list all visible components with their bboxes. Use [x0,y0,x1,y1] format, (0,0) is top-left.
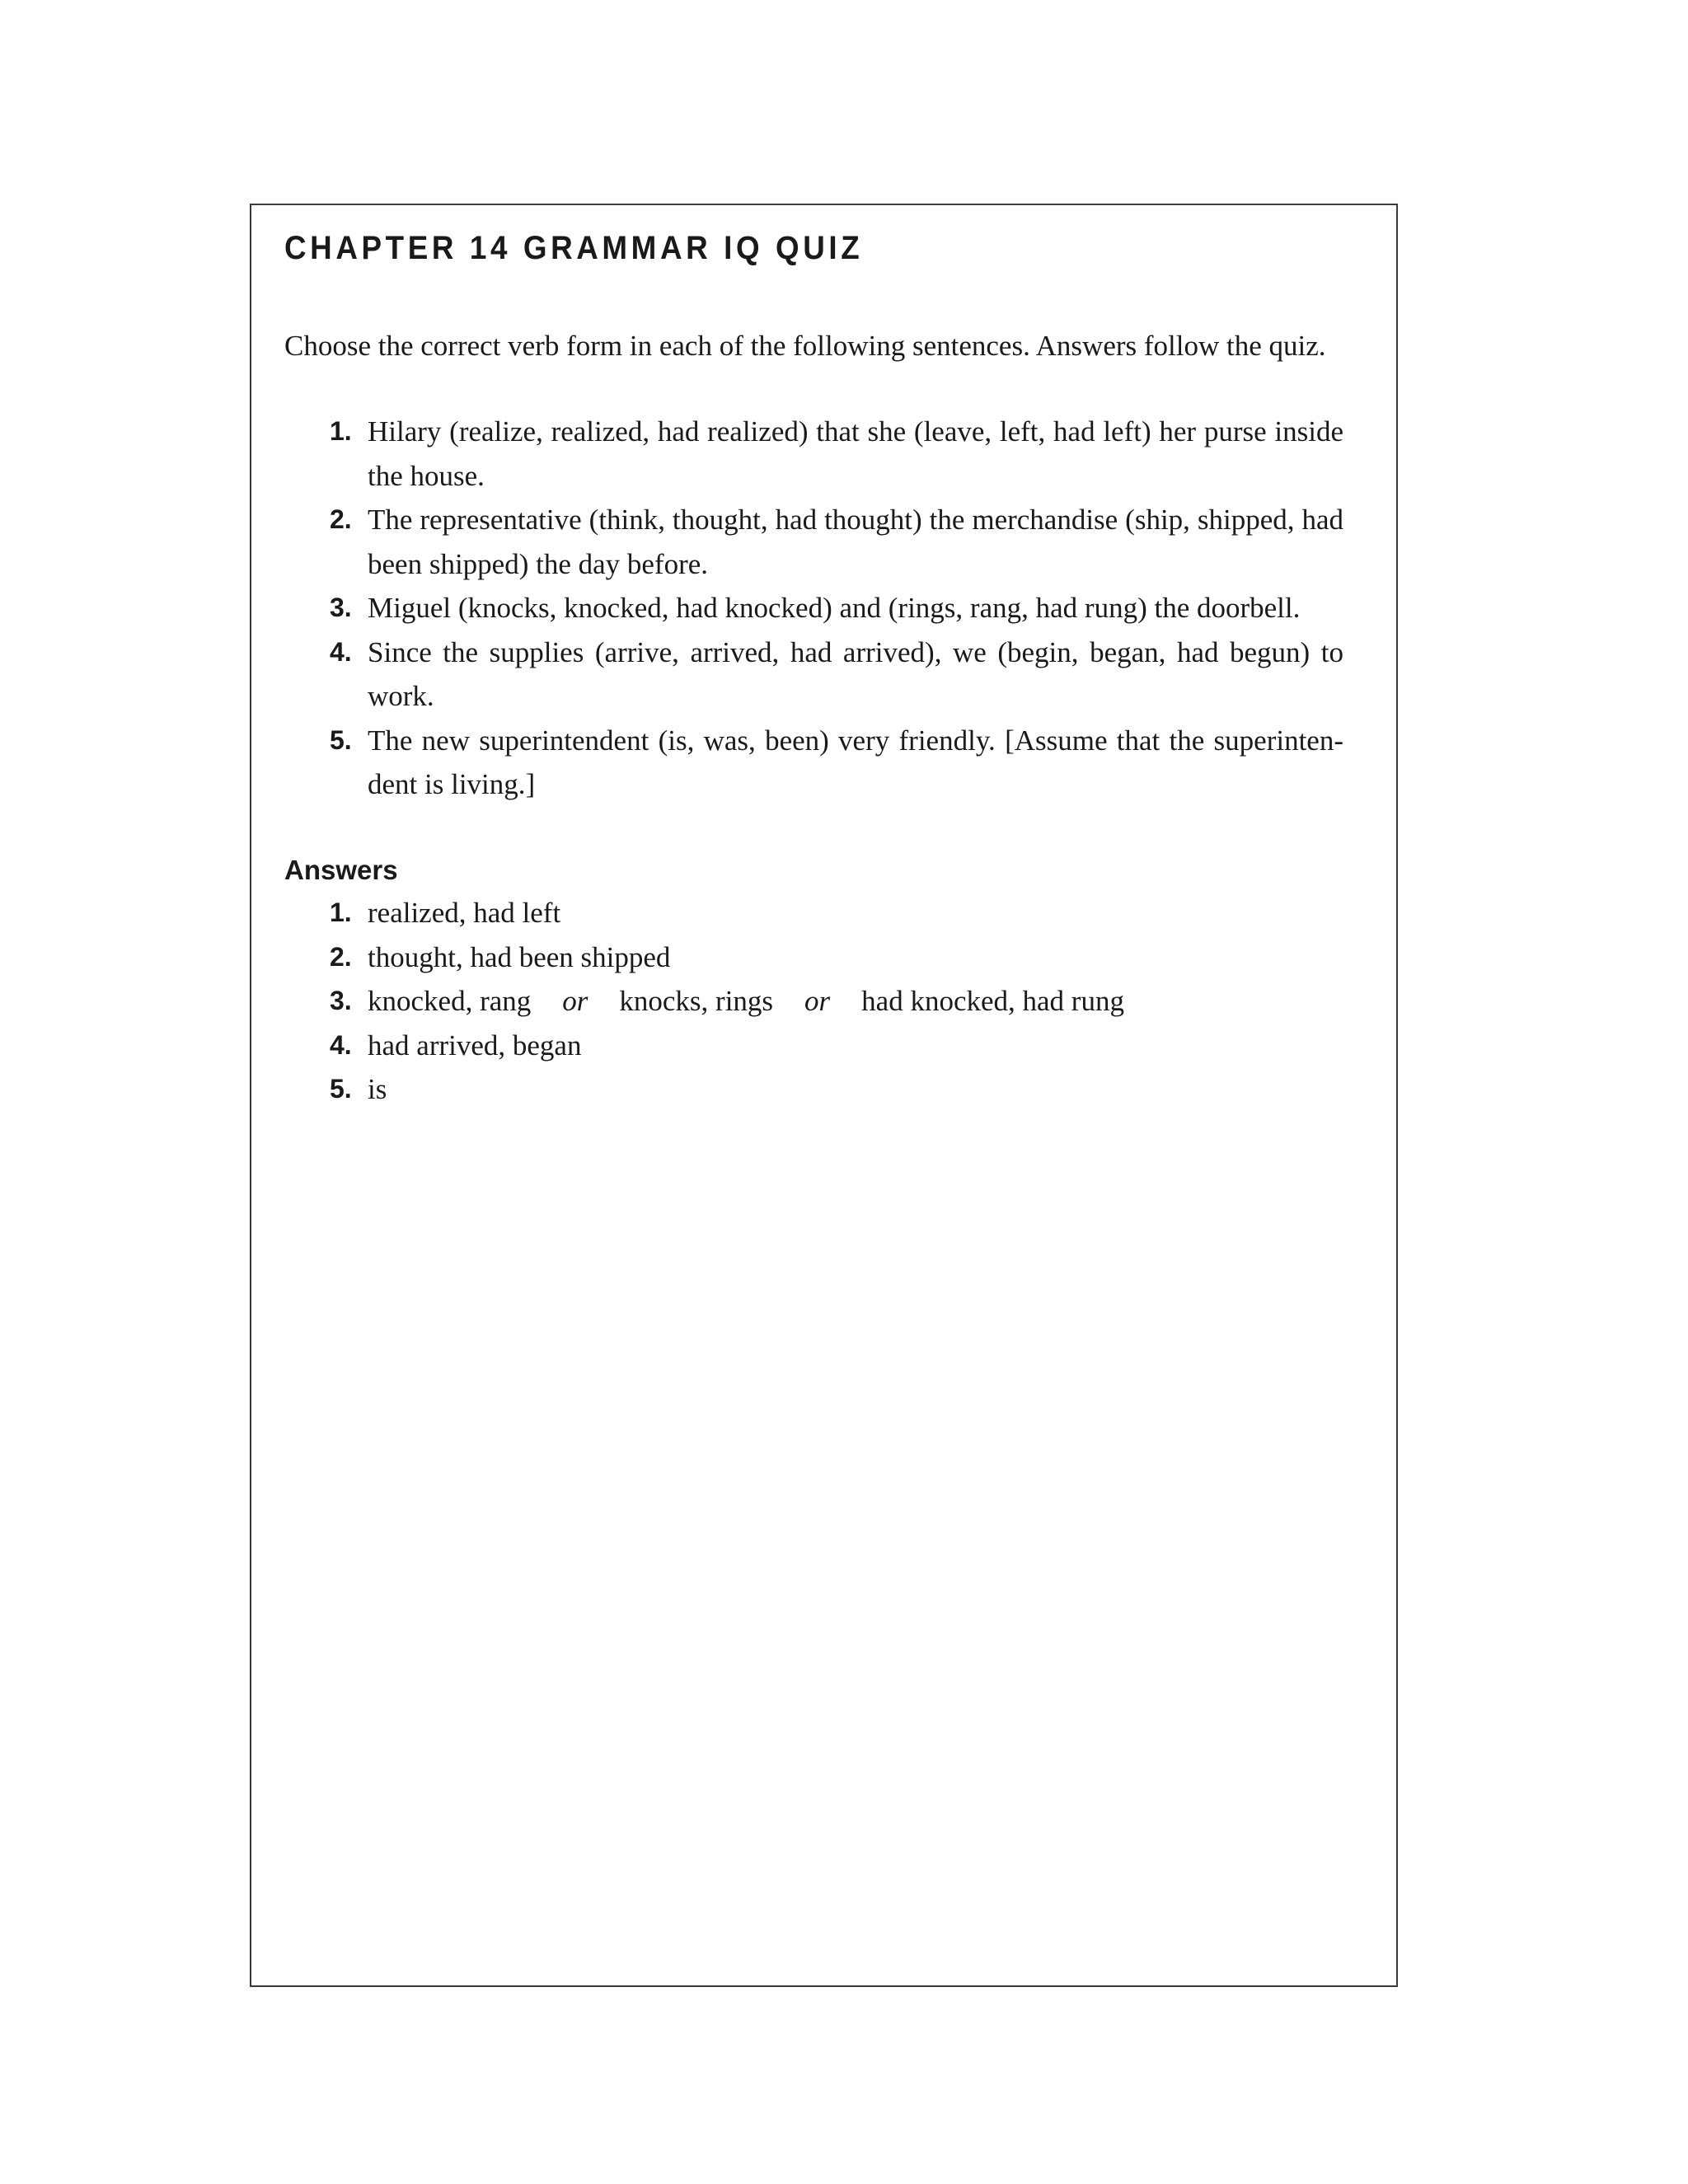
quiz-box [250,204,1398,1987]
question-number: 5. [330,724,352,755]
question-number: 2. [330,504,352,534]
answer-number: 3. [330,986,352,1015]
answer-item [330,1024,1343,1068]
question-text: Miguel (knocks, knocked, had knocked) and (rings, rang, had rung) the doorbell. [368,592,1301,624]
answer-number: 2. [330,941,352,972]
answer-item [330,935,1343,980]
quiz-instructions: Choose the correct verb form in each of the following sentences. Answers follow the quiz. [284,330,1326,362]
quiz-title: CHAPTER 14 GRAMMAR IQ QUIZ [284,230,864,266]
answer-number: 5. [330,1074,352,1104]
answer-list [330,891,1343,1112]
answer-item [330,1067,1343,1112]
answer-or-word: or [804,985,831,1017]
question-item [330,410,1343,498]
question-item [330,586,1343,630]
answer-text-part: had knocked, had rung [861,985,1124,1017]
question-number: 1. [330,416,352,446]
question-text: Hilary (realize, realized, had realized) that she (leave, left, had left) her purse inside the house. [368,415,1343,492]
answer-text: is [368,1073,387,1105]
answer-number: 4. [330,1029,352,1060]
answer-text: realized, had left [368,897,561,929]
question-number: 4. [330,636,352,667]
answer-item [330,891,1343,935]
question-number: 3. [330,593,352,622]
answers-heading: Answers [284,855,398,885]
question-text: The new superintendent (is, was, been) very friendly. [Assume that the superinten- dent is living.] [368,724,1343,800]
answer-text-part: knocks, rings [619,985,774,1017]
answer-or-word: or [562,985,588,1017]
question-item [330,498,1343,586]
question-text: The representative (think, thought, had thought) the merchandise (ship, shipped, had been shipped) the day before. [368,504,1343,580]
question-list [330,410,1343,807]
question-item [330,630,1343,719]
answer-number: 1. [330,898,352,927]
answer-text: thought, had been shipped [368,940,671,973]
question-item [330,719,1343,807]
answer-text-part: knocked, rang [368,985,532,1017]
answer-item [330,979,1343,1024]
answer-text: had arrived, began [368,1029,582,1062]
question-text: Since the supplies (arrive, arrived, had arrived), we (begin, began, had begun) to work. [368,635,1343,712]
